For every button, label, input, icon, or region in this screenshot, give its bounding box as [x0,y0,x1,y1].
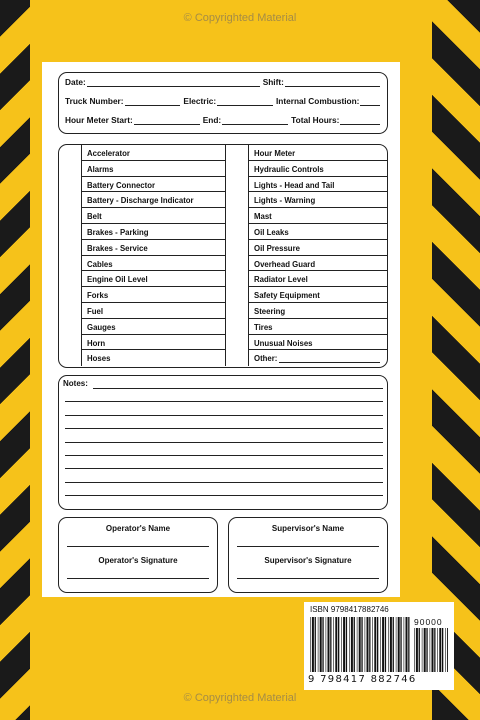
checklist-item[interactable] [82,335,226,351]
checklist-item-label: Battery - Discharge Indicator [87,196,194,206]
checklist-item[interactable] [82,350,226,366]
checklist-item[interactable] [82,161,226,177]
barcode-bar [400,617,401,672]
end-field[interactable] [222,116,288,125]
checklist-item[interactable] [249,145,388,161]
notes-line[interactable] [65,495,383,496]
checklist-item-label: Accelerator [87,149,130,158]
supervisor-signature-line[interactable] [237,578,379,579]
barcode-bar [365,617,366,672]
checklist-item-label: Hydraulic Controls [254,164,324,174]
barcode-bar [361,617,362,672]
checklist-column-left [81,145,226,366]
supervisor-name-line[interactable] [237,546,379,547]
copyright-watermark-top: © Copyrighted Material [183,12,297,24]
notes-line[interactable] [65,455,383,456]
barcode-addon-bars [414,628,448,672]
truck-number-label: Truck Number: [65,96,124,106]
header-row-truck [65,96,383,106]
notes-label: Notes: [63,379,88,388]
barcode-bar [359,617,361,672]
barcode-bar [351,617,353,672]
checklist-item[interactable] [249,208,388,224]
barcode-bar [388,617,389,672]
checklist-item-label: Lights - Warning [254,196,316,206]
operator-signature-label: Operator's Signature [98,556,178,565]
log-sheet [42,62,400,597]
checklist-item-label: Brakes - Service [87,243,148,253]
operator-box [58,517,218,593]
barcode-bar [426,628,427,672]
barcode-bar [447,628,448,672]
barcode-bar [424,628,426,672]
barcode-bar [322,617,323,672]
checklist-item[interactable] [249,303,388,319]
barcode-bar [328,617,330,672]
checklist-item[interactable] [82,287,226,303]
checklist-item-label: Radiator Level [254,275,308,285]
total-hours-field[interactable] [340,116,380,125]
barcode-bar [357,617,358,672]
header-row-hours [65,115,383,125]
operator-signature-line[interactable] [67,578,209,579]
header-box [58,72,388,134]
internal-combustion-label: Internal Combustion: [276,96,360,106]
barcode-bar [422,628,423,672]
shift-label: Shift: [262,77,284,87]
checklist-item-label: Cables [87,259,113,269]
barcode-bar [393,617,394,672]
checklist-item[interactable] [249,256,388,272]
internal-combustion-field[interactable] [360,97,380,106]
checklist-item-label: Unusual Noises [254,338,313,348]
checklist-item-label: Other: [254,354,278,364]
notes-line[interactable] [65,428,383,429]
operator-name-line[interactable] [67,546,209,547]
notes-line[interactable] [93,388,383,389]
checklist-item[interactable] [249,271,388,287]
barcode-bar [414,628,415,672]
barcode-addon-number: 90000 [414,617,443,627]
notes-line[interactable] [65,482,383,483]
truck-number-field[interactable] [125,97,181,106]
checklist-item-label: Horn [87,338,106,348]
barcode-bar [318,617,319,672]
checklist-item-label: Tires [254,322,273,332]
checklist-item[interactable] [82,208,226,224]
checklist-item-label: Hoses [87,354,111,364]
checklist-item-label: Oil Leaks [254,227,289,237]
barcode-bar [320,617,322,672]
barcode-bar [385,617,386,672]
checklist-item[interactable] [82,177,226,193]
barcode-bar [312,617,314,672]
barcode-digits: 9 798417 882746 [308,674,417,685]
barcode-bar [406,617,408,672]
hour-meter-start-field[interactable] [134,116,200,125]
barcode-bar [419,628,420,672]
supervisor-signature-label: Supervisor's Signature [264,556,352,565]
barcode-bar [439,628,441,672]
checklist-item-label: Gauges [87,322,116,332]
barcode-bar [372,617,373,672]
checklist-item[interactable] [249,287,388,303]
barcode-bar [408,617,409,672]
barcode-bar [377,617,378,672]
isbn-label: ISBN 9798417882746 [310,605,389,614]
notes-line[interactable] [65,401,383,402]
checklist-item-label: Belt [87,212,102,222]
checklist-item[interactable] [249,319,388,335]
barcode-bar [432,628,434,672]
barcode-bar [396,617,397,672]
checklist-item[interactable] [82,224,226,240]
barcode-bar [416,628,418,672]
electric-label: Electric: [183,96,217,106]
checklist-item-label: Engine Oil Level [87,275,148,285]
checklist-item-label: Hour Meter [254,149,296,158]
barcode-bar [349,617,350,672]
checklist-item[interactable] [82,256,226,272]
barcode-bar [333,617,334,672]
checklist-item[interactable] [249,240,388,256]
barcode-bar [330,617,331,672]
checklist-item[interactable] [249,335,388,351]
checklist-item-label: Alarms [87,164,114,174]
barcode-bar [343,617,345,672]
barcode-bar [367,617,369,672]
barcode-bar [430,628,431,672]
header-row-date [65,77,383,87]
end-label: End: [202,115,222,125]
checklist-item[interactable] [249,192,388,208]
barcode-bar [404,617,405,672]
barcode-bar [346,617,347,672]
supervisor-name-label: Supervisor's Name [271,524,345,533]
date-label: Date: [65,77,86,87]
supervisor-box [228,517,388,593]
checklist-item-label: Brakes - Parking [87,227,149,237]
checklist-item[interactable] [249,224,388,240]
barcode-bar [390,617,392,672]
barcode-bar [341,617,342,672]
notes-box [58,375,388,510]
copyright-watermark-bottom: © Copyrighted Material [183,692,297,704]
barcode-bar [380,617,381,672]
notes-line[interactable] [65,415,383,416]
barcode-bar [326,617,327,672]
shift-field[interactable] [285,78,380,87]
checklist-item-label: Overhead Guard [254,259,316,269]
barcode-bar [335,617,337,672]
checklist-item-label: Fuel [87,306,104,316]
checklist-item[interactable] [82,240,226,256]
barcode-bar [434,628,435,672]
checklist-item[interactable] [249,350,388,366]
hazard-stripes-left [0,0,30,720]
isbn-barcode [304,602,454,690]
checklist-item-label: Steering [254,306,286,316]
checklist-item[interactable] [249,177,388,193]
checklist-item-label: Lights - Head and Tail [254,180,335,190]
total-hours-label: Total Hours: [291,115,340,125]
hour-meter-start-label: Hour Meter Start: [65,115,133,125]
inspection-checklist [58,144,388,368]
checklist-item[interactable] [82,303,226,319]
barcode-bars [310,617,410,672]
notes-line[interactable] [65,468,383,469]
checklist-item-label: Battery Connector [87,180,156,190]
other-field[interactable] [279,354,380,363]
electric-field[interactable] [217,97,273,106]
barcode-bar [382,617,384,672]
barcode-bar [338,617,339,672]
barcode-bar [398,617,400,672]
barcode-bar [442,628,443,672]
checklist-item-label: Forks [87,291,109,301]
notes-line[interactable] [65,442,383,443]
barcode-bar [310,617,311,672]
barcode-bar [369,617,370,672]
checklist-item[interactable] [82,145,226,161]
checklist-item[interactable] [249,161,388,177]
checklist-column-right [248,145,388,366]
operator-name-label: Operator's Name [105,524,171,533]
barcode-bar [437,628,438,672]
barcode-bar [354,617,355,672]
checklist-item-label: Oil Pressure [254,243,300,253]
barcode-bar [374,617,376,672]
checklist-item[interactable] [82,192,226,208]
date-field[interactable] [87,78,260,87]
barcode-bar [315,617,316,672]
checklist-item-label: Mast [254,212,272,222]
checklist-item[interactable] [82,319,226,335]
checklist-item[interactable] [82,271,226,287]
barcode-bar [445,628,446,672]
checklist-item-label: Safety Equipment [254,291,320,301]
